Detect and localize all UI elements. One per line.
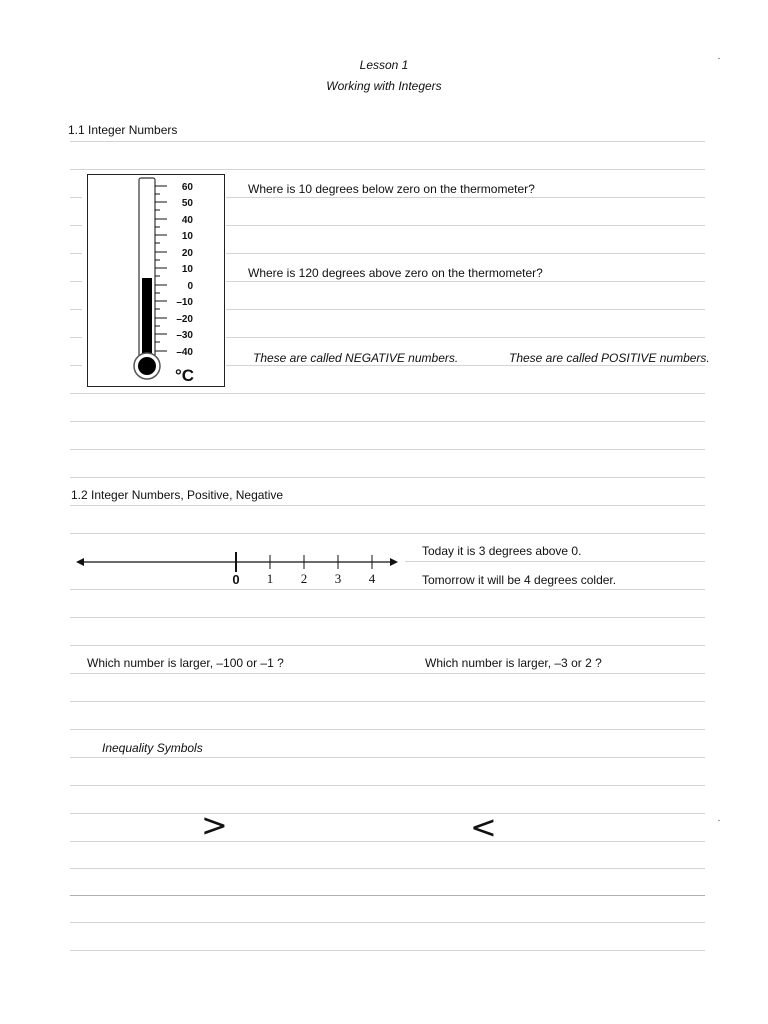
rule-line	[226, 281, 705, 282]
rule-stub	[70, 281, 82, 282]
compare-question-2: Which number is larger, –3 or 2 ?	[425, 656, 602, 670]
inequality-heading: Inequality Symbols	[102, 741, 203, 755]
rule-stub	[70, 309, 82, 310]
rule-line	[70, 729, 705, 730]
unit-label: °C	[175, 366, 195, 385]
rule-line	[70, 169, 705, 170]
rule-line	[70, 141, 705, 142]
rule-line	[70, 533, 705, 534]
rule-line	[405, 561, 705, 562]
scale-label: 20	[181, 248, 193, 259]
rule-line	[70, 757, 705, 758]
number-line-label: 4	[368, 571, 376, 586]
scale-label: –40	[176, 347, 193, 358]
scale-label: 50	[181, 198, 193, 209]
scale-label: –20	[176, 314, 193, 325]
rule-line	[226, 197, 705, 198]
rule-stub	[70, 253, 82, 254]
rule-stub	[70, 225, 82, 226]
rule-line	[226, 225, 705, 226]
scan-speck	[718, 820, 720, 821]
thermometer-figure	[87, 174, 226, 388]
rule-stub	[70, 197, 82, 198]
question-below-zero: Where is 10 degrees below zero on the thermometer?	[248, 182, 535, 196]
rule-line	[70, 393, 705, 394]
scale-label: 0	[187, 281, 193, 292]
rule-stub	[70, 337, 82, 338]
rule-line	[70, 922, 705, 923]
thermometer-frame	[88, 175, 225, 387]
page-title: Working with Integers	[326, 79, 442, 93]
rule-line	[70, 895, 705, 896]
rule-line	[70, 813, 705, 814]
rule-line	[70, 673, 705, 674]
lesson-label: Lesson 1	[359, 58, 409, 72]
thermometer-bulb	[138, 357, 156, 375]
less-than-symbol: <	[470, 808, 497, 846]
rule-stub	[70, 365, 82, 366]
scale-label: 10	[181, 264, 193, 275]
scale-label: 10	[181, 231, 193, 242]
number-line-label: 2	[300, 571, 308, 586]
rule-line	[226, 309, 705, 310]
number-line	[72, 548, 402, 590]
section-heading-2: 1.2 Integer Numbers, Positive, Negative	[71, 488, 284, 502]
rule-line	[226, 365, 705, 366]
number-line-label: 1	[266, 571, 274, 586]
today-statement: Today it is 3 degrees above 0.	[422, 544, 582, 558]
tomorrow-statement: Tomorrow it will be 4 degrees colder.	[422, 573, 617, 587]
rule-line	[226, 253, 705, 254]
note-positive: These are called POSITIVE numbers.	[509, 351, 710, 365]
arrow-left-icon	[76, 558, 84, 566]
rule-line	[70, 950, 705, 951]
rule-line	[70, 645, 705, 646]
scan-speck	[718, 58, 720, 59]
scale-label: –30	[176, 330, 193, 341]
rule-line	[70, 617, 705, 618]
section-heading-1: 1.1 Integer Numbers	[68, 123, 178, 137]
compare-question-1: Which number is larger, –100 or –1 ?	[87, 656, 284, 670]
rule-line	[70, 701, 705, 702]
arrow-right-icon	[390, 558, 398, 566]
note-negative: These are called NEGATIVE numbers.	[253, 351, 459, 365]
rule-line	[226, 337, 705, 338]
greater-than-symbol: >	[201, 806, 228, 844]
scale-label: –10	[176, 297, 193, 308]
rule-line	[70, 477, 705, 478]
rule-line	[70, 841, 705, 842]
scale-label: 40	[181, 215, 193, 226]
rule-line	[70, 505, 705, 506]
rule-line	[70, 421, 705, 422]
number-line-label: 3	[334, 571, 342, 586]
scale-label: 60	[181, 182, 193, 193]
question-above-zero: Where is 120 degrees above zero on the thermometer?	[248, 266, 543, 280]
rule-line	[70, 449, 705, 450]
rule-line	[70, 785, 705, 786]
rule-line	[70, 868, 705, 869]
number-line-label: 0	[232, 572, 240, 587]
